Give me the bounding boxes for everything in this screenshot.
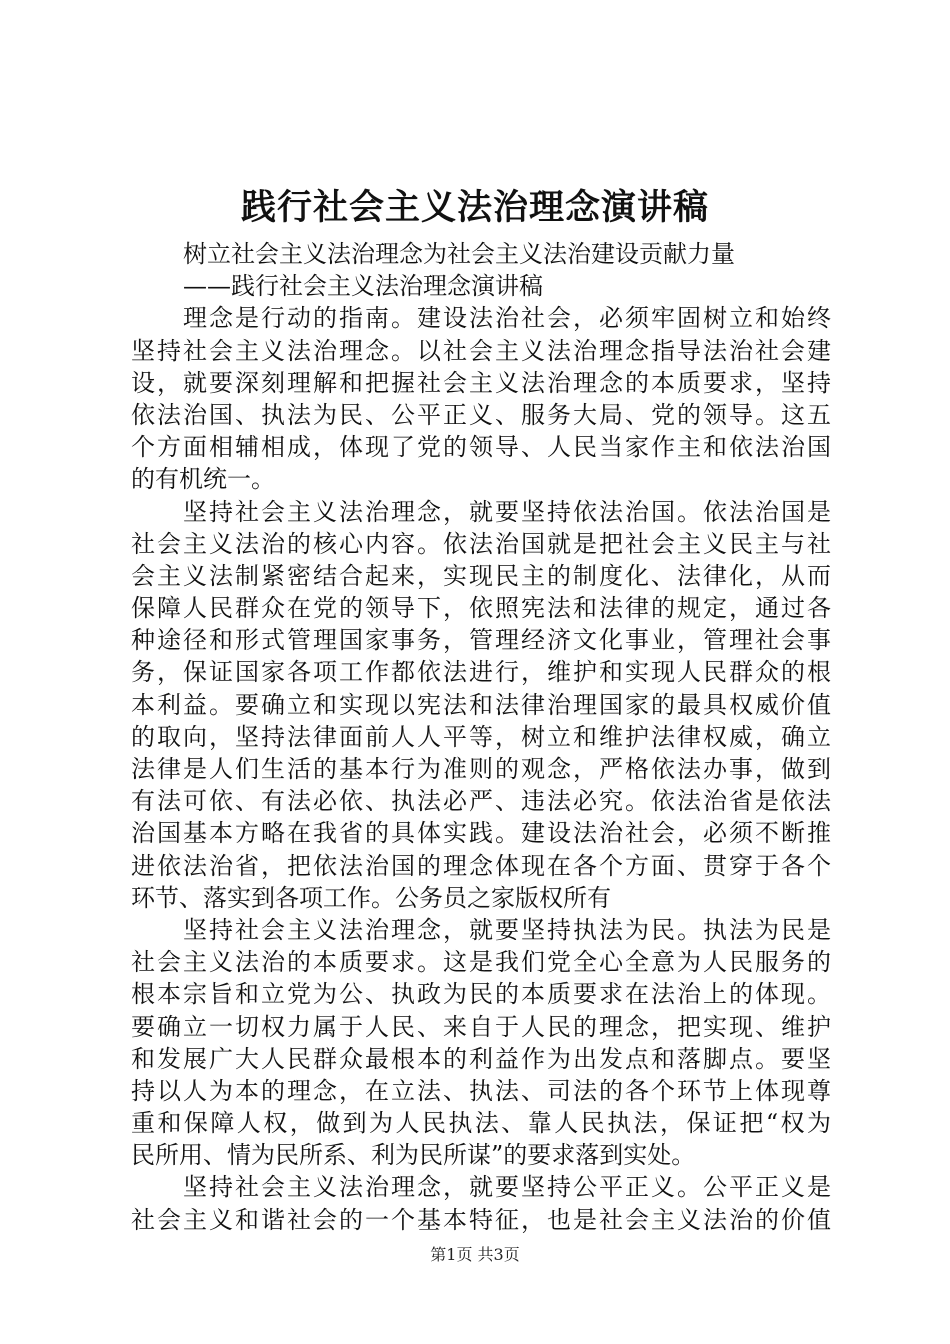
body-text-line: 保障人民群众在党的领导下，依照宪法和法律的规定，通过各 bbox=[131, 594, 831, 623]
body-text-line: 依法治国、执法为民、公平正义、服务大局、党的领导。这五 bbox=[131, 400, 831, 429]
body-text-line: 本利益。要确立和实现以宪法和法律治理国家的最具权威价值 bbox=[131, 690, 831, 719]
body-text-line: 有法可依、有法必依、执法必严、违法必究。依法治省是依法 bbox=[131, 787, 831, 816]
body-text-line: 环节、落实到各项工作。公务员之家版权所有 bbox=[131, 883, 611, 912]
body-text-line: 重和保障人权，做到为人民执法、靠人民执法，保证把“权为 bbox=[131, 1109, 831, 1138]
body-text-line: 树立社会主义法治理念为社会主义法治建设贡献力量 bbox=[183, 240, 735, 268]
document-body bbox=[131, 238, 831, 1236]
body-text-line: 社会主义法治的核心内容。依法治国就是把社会主义民主与社 bbox=[131, 529, 831, 558]
body-text-line: 法律是人们生活的基本行为准则的观念，严格依法办事，做到 bbox=[131, 755, 831, 783]
body-text-line: 的有机统一。 bbox=[131, 465, 275, 494]
body-text-line: 进依法治省，把依法治国的理念体现在各个方面、贯穿于各个 bbox=[131, 851, 831, 880]
body-text-line: 民所用、情为民所系、利为民所谋”的要求落到实处。 bbox=[131, 1141, 696, 1170]
body-text-line: 社会主义法治的本质要求。这是我们党全心全意为人民服务的 bbox=[131, 948, 831, 977]
body-text-line: 坚持社会主义法治理念，就要坚持依法治国。依法治国是 bbox=[183, 497, 831, 526]
body-text-line: 社会主义和谐社会的一个基本特征，也是社会主义法治的价值 bbox=[131, 1205, 831, 1234]
body-text-line: 个方面相辅相成，体现了党的领导、人民当家作主和依法治国 bbox=[131, 433, 831, 462]
body-text-line: 种途径和形式管理国家事务，管理经济文化事业，管理社会事 bbox=[131, 626, 831, 655]
page-footer: 第1页 共3页 bbox=[430, 1245, 520, 1264]
body-text-line: 理念是行动的指南。建设法治社会，必须牢固树立和始终 bbox=[183, 304, 831, 333]
body-text-line: 根本宗旨和立党为公、执政为民的本质要求在法治上的体现。 bbox=[131, 980, 831, 1009]
body-text-line: 坚持社会主义法治理念，就要坚持公平正义。公平正义是 bbox=[183, 1173, 831, 1202]
body-text-line: 和发展广大人民群众最根本的利益作为出发点和落脚点。要坚 bbox=[131, 1044, 831, 1073]
body-text-line: 坚持社会主义法治理念。以社会主义法治理念指导法治社会建 bbox=[131, 336, 831, 365]
body-text-line: 设，就要深刻理解和把握社会主义法治理念的本质要求，坚持 bbox=[131, 368, 831, 397]
document-title: 践行社会主义法治理念演讲稿 bbox=[240, 188, 709, 228]
body-text-line: 治国基本方略在我省的具体实践。建设法治社会，必须不断推 bbox=[131, 819, 831, 848]
body-text-line: 务，保证国家各项工作都依法进行，维护和实现人民群众的根 bbox=[131, 658, 831, 687]
body-text-line: 坚持社会主义法治理念，就要坚持执法为民。执法为民是 bbox=[183, 915, 831, 944]
body-text-line: ——践行社会主义法治理念演讲稿 bbox=[183, 272, 543, 301]
body-text-line: 会主义法制紧密结合起来，实现民主的制度化、法律化，从而 bbox=[131, 561, 831, 590]
body-text-line: 的取向，坚持法律面前人人平等，树立和维护法律权威，确立 bbox=[131, 722, 831, 751]
body-text-line: 要确立一切权力属于人民、来自于人民的理念，把实现、维护 bbox=[131, 1012, 831, 1041]
body-text-line: 持以人为本的理念，在立法、执法、司法的各个环节上体现尊 bbox=[131, 1076, 831, 1105]
